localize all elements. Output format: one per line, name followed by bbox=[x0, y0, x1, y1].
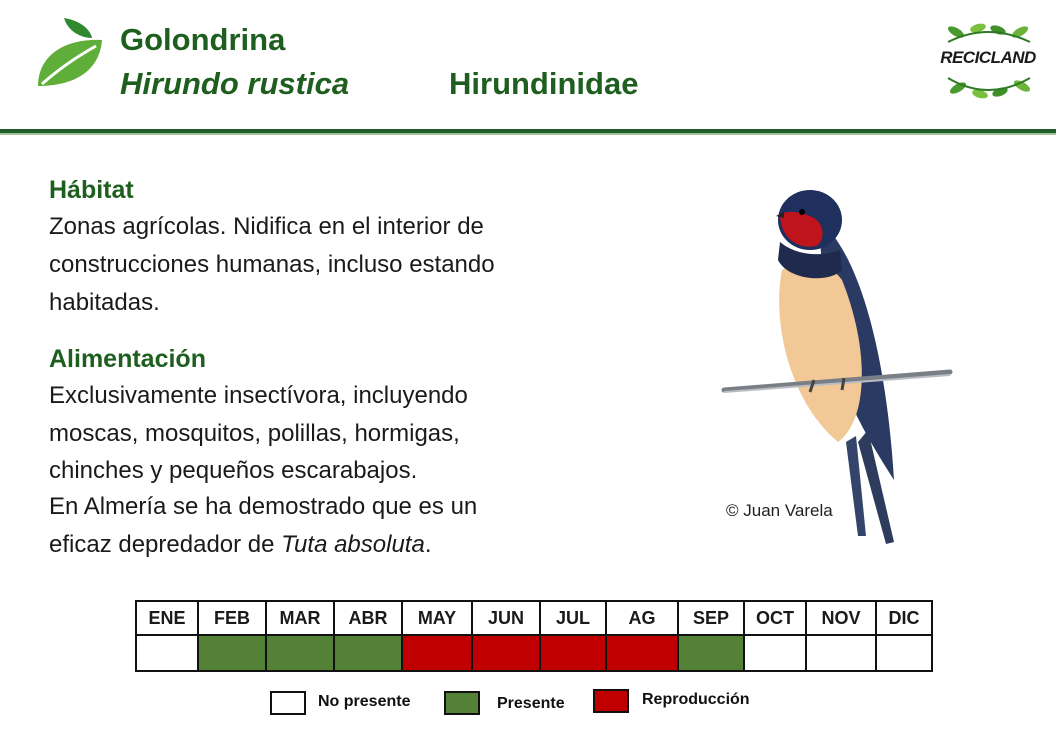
month-label: MAR bbox=[266, 601, 334, 635]
alimentacion-line: moscas, mosquitos, polillas, hormigas, bbox=[49, 420, 460, 447]
legend-swatch-none bbox=[270, 691, 306, 715]
month-status-cell bbox=[198, 635, 266, 671]
alimentacion-line: En Almería se ha demostrado que es un bbox=[49, 493, 478, 520]
family-name: Hirundinidae bbox=[449, 66, 639, 101]
month-label: MAY bbox=[402, 601, 472, 635]
common-name: Golondrina bbox=[120, 22, 286, 57]
month-status-cell bbox=[678, 635, 744, 671]
month-label: ENE bbox=[136, 601, 198, 635]
habitat-line: construcciones humanas, incluso estando bbox=[49, 251, 495, 278]
species-tuta-absoluta: Tuta absoluta bbox=[281, 531, 425, 558]
habitat-line: habitadas. bbox=[49, 289, 160, 316]
header-divider-light bbox=[0, 133, 1056, 135]
last-line-prefix: eficaz depredador de bbox=[49, 531, 282, 558]
last-line-suffix: . bbox=[424, 531, 432, 558]
month-status-cell bbox=[876, 635, 932, 671]
calendar-month-row bbox=[136, 601, 932, 635]
header bbox=[0, 0, 1056, 130]
alimentacion-title: Alimentación bbox=[49, 345, 206, 373]
month-label: JUL bbox=[540, 601, 606, 635]
month-status-cell bbox=[266, 635, 334, 671]
legend-label-present: Presente bbox=[497, 695, 565, 712]
month-label: FEB bbox=[198, 601, 266, 635]
legend-label-none: No presente bbox=[318, 693, 411, 710]
legend-label-breeding: Reproducción bbox=[642, 691, 750, 708]
month-label: ABR bbox=[334, 601, 402, 635]
alimentacion-last-line bbox=[49, 531, 432, 559]
scientific-name: Hirundo rustica bbox=[120, 66, 350, 101]
leaf-logo-icon bbox=[34, 16, 106, 88]
calendar-status-row bbox=[136, 635, 932, 671]
month-status-cell bbox=[744, 635, 806, 671]
alimentacion-line: Exclusivamente insectívora, incluyendo bbox=[49, 382, 468, 409]
month-status-cell bbox=[402, 635, 472, 671]
month-label: OCT bbox=[744, 601, 806, 635]
image-credit: © Juan Varela bbox=[726, 501, 833, 520]
month-label: NOV bbox=[806, 601, 876, 635]
month-status-cell bbox=[540, 635, 606, 671]
month-label: AG bbox=[606, 601, 678, 635]
recicland-logo-text: RECICLAND bbox=[940, 48, 1036, 67]
month-label: SEP bbox=[678, 601, 744, 635]
swallow-illustration bbox=[718, 180, 958, 550]
habitat-line: Zonas agrícolas. Nidifica en el interior de bbox=[49, 213, 484, 240]
month-status-cell bbox=[606, 635, 678, 671]
month-status-cell bbox=[806, 635, 876, 671]
month-status-cell bbox=[334, 635, 402, 671]
legend-swatch-present bbox=[444, 691, 480, 715]
month-status-cell bbox=[472, 635, 540, 671]
month-status-cell bbox=[136, 635, 198, 671]
presence-calendar bbox=[135, 600, 933, 672]
habitat-title: Hábitat bbox=[49, 176, 134, 204]
legend-swatch-breeding bbox=[593, 689, 629, 713]
alimentacion-line: chinches y pequeños escarabajos. bbox=[49, 457, 418, 484]
month-label: DIC bbox=[876, 601, 932, 635]
month-label: JUN bbox=[472, 601, 540, 635]
